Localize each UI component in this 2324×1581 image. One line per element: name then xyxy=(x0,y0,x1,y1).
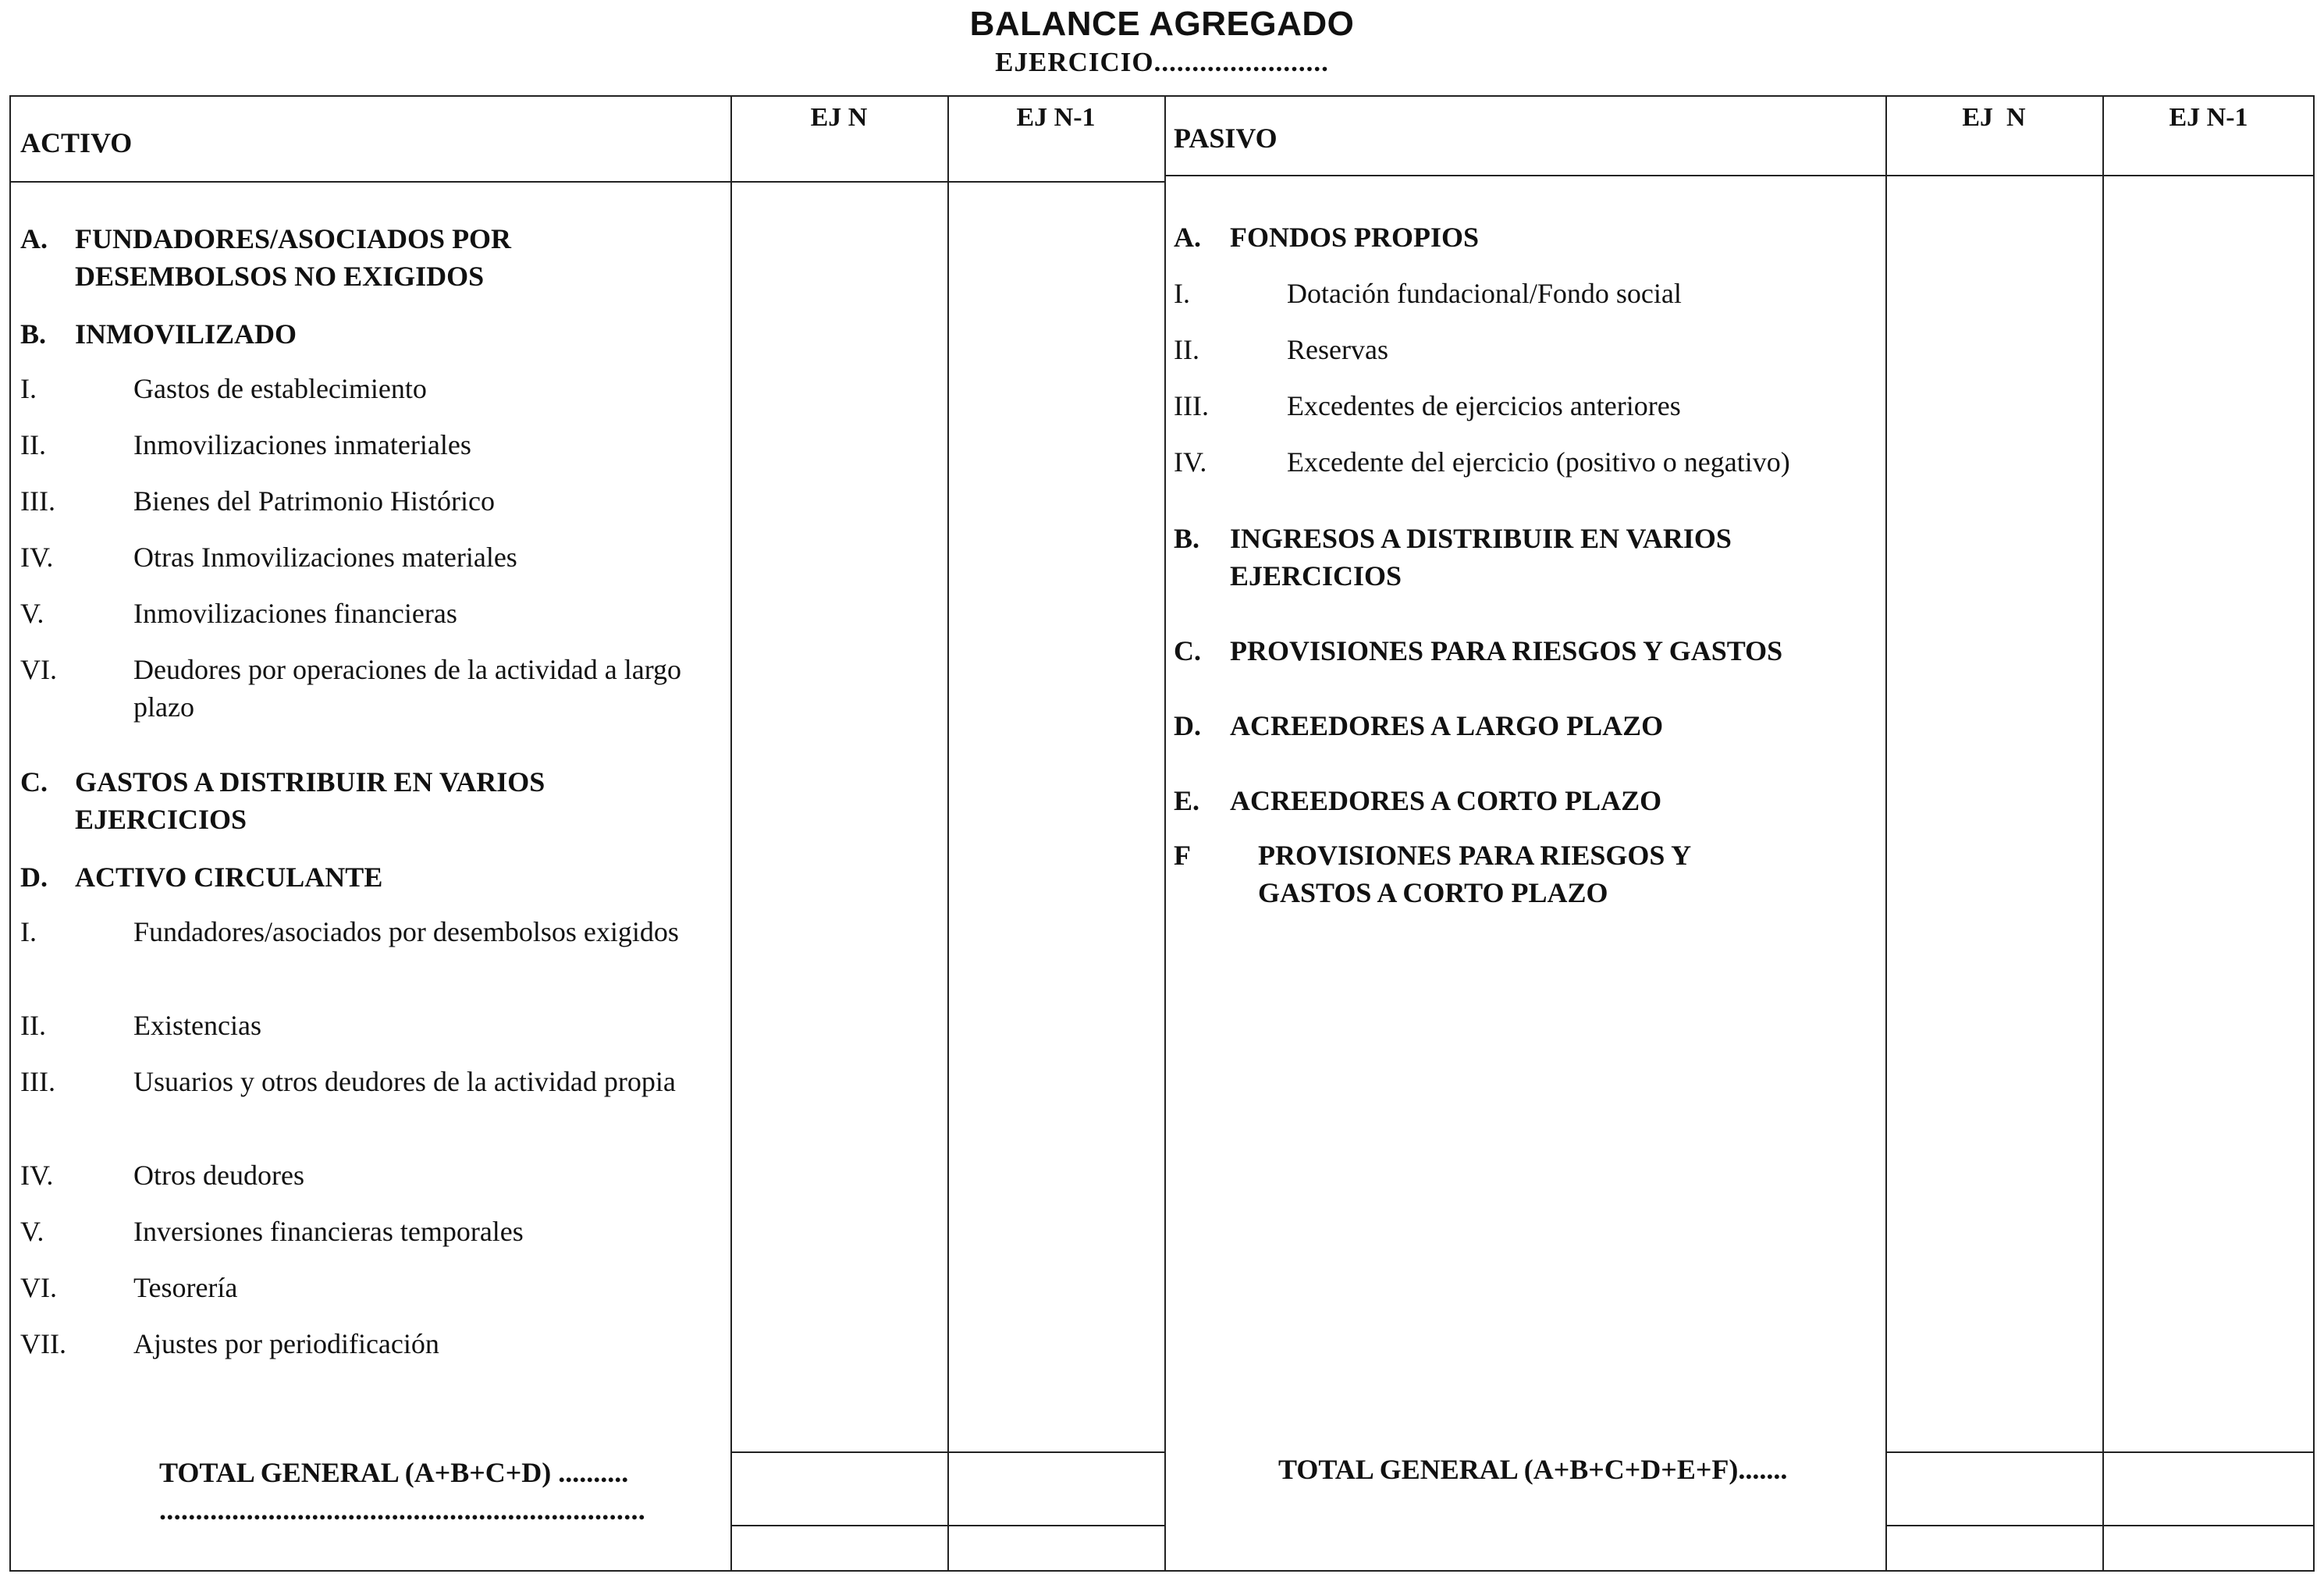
item-label: Reservas xyxy=(1287,334,1388,365)
item-number: C. xyxy=(1174,635,1201,666)
activo-total-dots: ................................................................... xyxy=(159,1494,646,1526)
item-label: Bienes del Patrimonio Histórico xyxy=(133,485,495,517)
item-number: V. xyxy=(20,1216,44,1247)
activo-total-line-top xyxy=(730,1451,1164,1453)
activo-col-ejn1: EJ N-1 xyxy=(1016,103,1096,132)
item-label: Deudores por operaciones de la actividad a largo plazo xyxy=(133,654,682,723)
item-label: Excedente del ejercicio (positivo o negativo) xyxy=(1287,446,1790,478)
item-number: II. xyxy=(1174,334,1199,365)
item-label: Existencias xyxy=(133,1010,261,1041)
activo-header-line xyxy=(11,181,1164,183)
item-label: Ajustes por periodificación xyxy=(133,1328,439,1359)
divider-pasivo-ejn1 xyxy=(2102,97,2104,1570)
item-label: ACREEDORES A LARGO PLAZO xyxy=(1230,710,1664,741)
activo-header: ACTIVO xyxy=(20,127,133,158)
item-number: IV. xyxy=(20,542,54,573)
item-label: FONDOS PROPIOS xyxy=(1230,222,1480,253)
item-label: INMOVILIZADO xyxy=(75,318,297,350)
item-number: III. xyxy=(20,485,55,517)
pasivo-total: TOTAL GENERAL (A+B+C+D+E+F)....... xyxy=(1278,1454,1788,1485)
divider-pasivo xyxy=(1164,97,1166,1570)
item-label: INGRESOS A DISTRIBUIR EN VARIOS EJERCICIOS xyxy=(1230,523,1732,592)
item-number: VI. xyxy=(20,1272,57,1303)
pasivo-col-ejn: EJ N xyxy=(1962,103,2026,132)
divider-pasivo-ejn xyxy=(1885,97,1887,1570)
item-number: III. xyxy=(1174,390,1209,421)
divider-activo-ejn1 xyxy=(947,97,949,1570)
item-number: A. xyxy=(20,223,48,254)
item-number: I. xyxy=(20,373,37,404)
item-number: IV. xyxy=(20,1160,54,1191)
item-number: IV. xyxy=(1174,446,1207,478)
document-title: BALANCE AGREGADO xyxy=(969,5,1355,43)
pasivo-total-line-top xyxy=(1885,1451,2315,1453)
item-label: Usuarios y otros deudores de la actividad propia xyxy=(133,1066,676,1097)
item-number: D. xyxy=(20,862,48,893)
item-number: V. xyxy=(20,598,44,629)
item-number: II. xyxy=(20,429,46,460)
pasivo-total-line-bottom xyxy=(1885,1525,2315,1526)
item-label: Dotación fundacional/Fondo social xyxy=(1287,278,1682,309)
divider-activo-ejn xyxy=(730,97,732,1570)
item-number: F xyxy=(1174,840,1191,871)
item-number: D. xyxy=(1174,710,1201,741)
item-label: Excedentes de ejercicios anteriores xyxy=(1287,390,1681,421)
document-subtitle: EJERCICIO....................... xyxy=(995,47,1329,77)
item-number: VII. xyxy=(20,1328,66,1359)
pasivo-header-line xyxy=(1164,175,2315,176)
item-label: Inversiones financieras temporales xyxy=(133,1216,524,1247)
pasivo-header: PASIVO xyxy=(1174,123,1277,154)
activo-col-ejn: EJ N xyxy=(810,103,868,132)
item-label: PROVISIONES PARA RIESGOS Y GASTOS xyxy=(1230,635,1783,666)
item-label: ACREEDORES A CORTO PLAZO xyxy=(1230,785,1662,816)
item-label: Fundadores/asociados por desembolsos exigidos xyxy=(133,916,679,947)
item-number: B. xyxy=(20,318,47,350)
pasivo-col-ejn1: EJ N-1 xyxy=(2169,103,2248,132)
item-label: ACTIVO CIRCULANTE xyxy=(75,862,383,893)
item-label: Inmovilizaciones inmateriales xyxy=(133,429,471,460)
item-label: Gastos de establecimiento xyxy=(133,373,427,404)
item-label: GASTOS A DISTRIBUIR EN VARIOS EJERCICIOS xyxy=(75,766,545,835)
item-number: C. xyxy=(20,766,48,798)
item-label: Tesorería xyxy=(133,1272,238,1303)
item-number: I. xyxy=(1174,278,1190,309)
item-number: I. xyxy=(20,916,37,947)
activo-total: TOTAL GENERAL (A+B+C+D) .......... xyxy=(159,1457,629,1488)
item-number: B. xyxy=(1174,523,1200,554)
item-label: PROVISIONES PARA RIESGOS Y GASTOS A CORTO PLAZO xyxy=(1258,840,1690,908)
item-number: E. xyxy=(1174,785,1200,816)
item-label: FUNDADORES/ASOCIADOS POR DESEMBOLSOS NO EXIGIDOS xyxy=(75,223,512,292)
activo-total-line-bottom xyxy=(730,1525,1164,1526)
item-label: Otros deudores xyxy=(133,1160,304,1191)
item-number: III. xyxy=(20,1066,55,1097)
item-number: II. xyxy=(20,1010,46,1041)
item-label: Inmovilizaciones financieras xyxy=(133,598,457,629)
item-number: VI. xyxy=(20,654,57,685)
balance-table xyxy=(9,95,2315,1572)
item-number: A. xyxy=(1174,222,1201,253)
item-label: Otras Inmovilizaciones materiales xyxy=(133,542,517,573)
